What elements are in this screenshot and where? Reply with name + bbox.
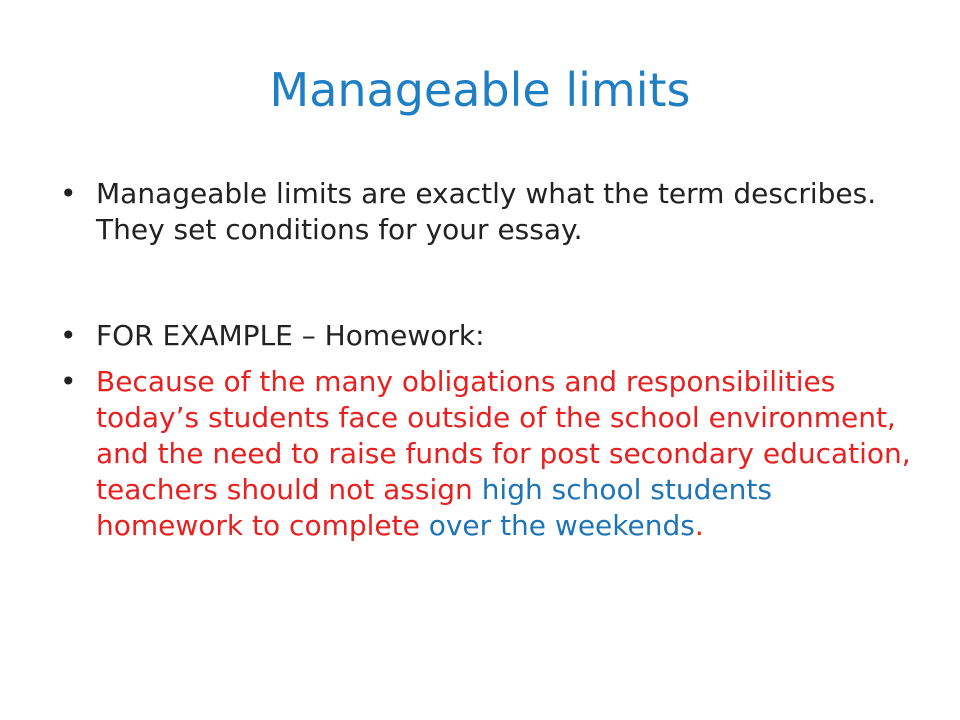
bullet-dot-icon: •	[60, 365, 77, 398]
bullet-item-definition	[58, 176, 918, 248]
thesis-text-red-end: .	[694, 509, 704, 542]
bullet-list	[58, 176, 918, 544]
bullet-text: Manageable limits are exactly what the term describes. They set conditions for your essay.	[96, 177, 877, 246]
bullet-text: FOR EXAMPLE – Homework:	[96, 319, 485, 352]
bullet-dot-icon: •	[60, 319, 77, 352]
bullet-dot-icon: •	[60, 177, 77, 210]
bullet-item-example-heading	[58, 318, 918, 354]
thesis-text-blue-time: over the weekends	[428, 509, 695, 542]
slide-title: Manageable limits	[269, 63, 691, 117]
thesis-text-red: Because of the many obligations and responsibilities today’s students face outside of the school environment, and the need to raise funds for post secondary education, teachers should not assign	[96, 365, 911, 506]
thesis-text-blue-audience: high school students	[481, 473, 772, 506]
bullet-item-example-thesis	[58, 364, 918, 544]
thesis-text-red-middle: homework to complete	[96, 509, 429, 542]
